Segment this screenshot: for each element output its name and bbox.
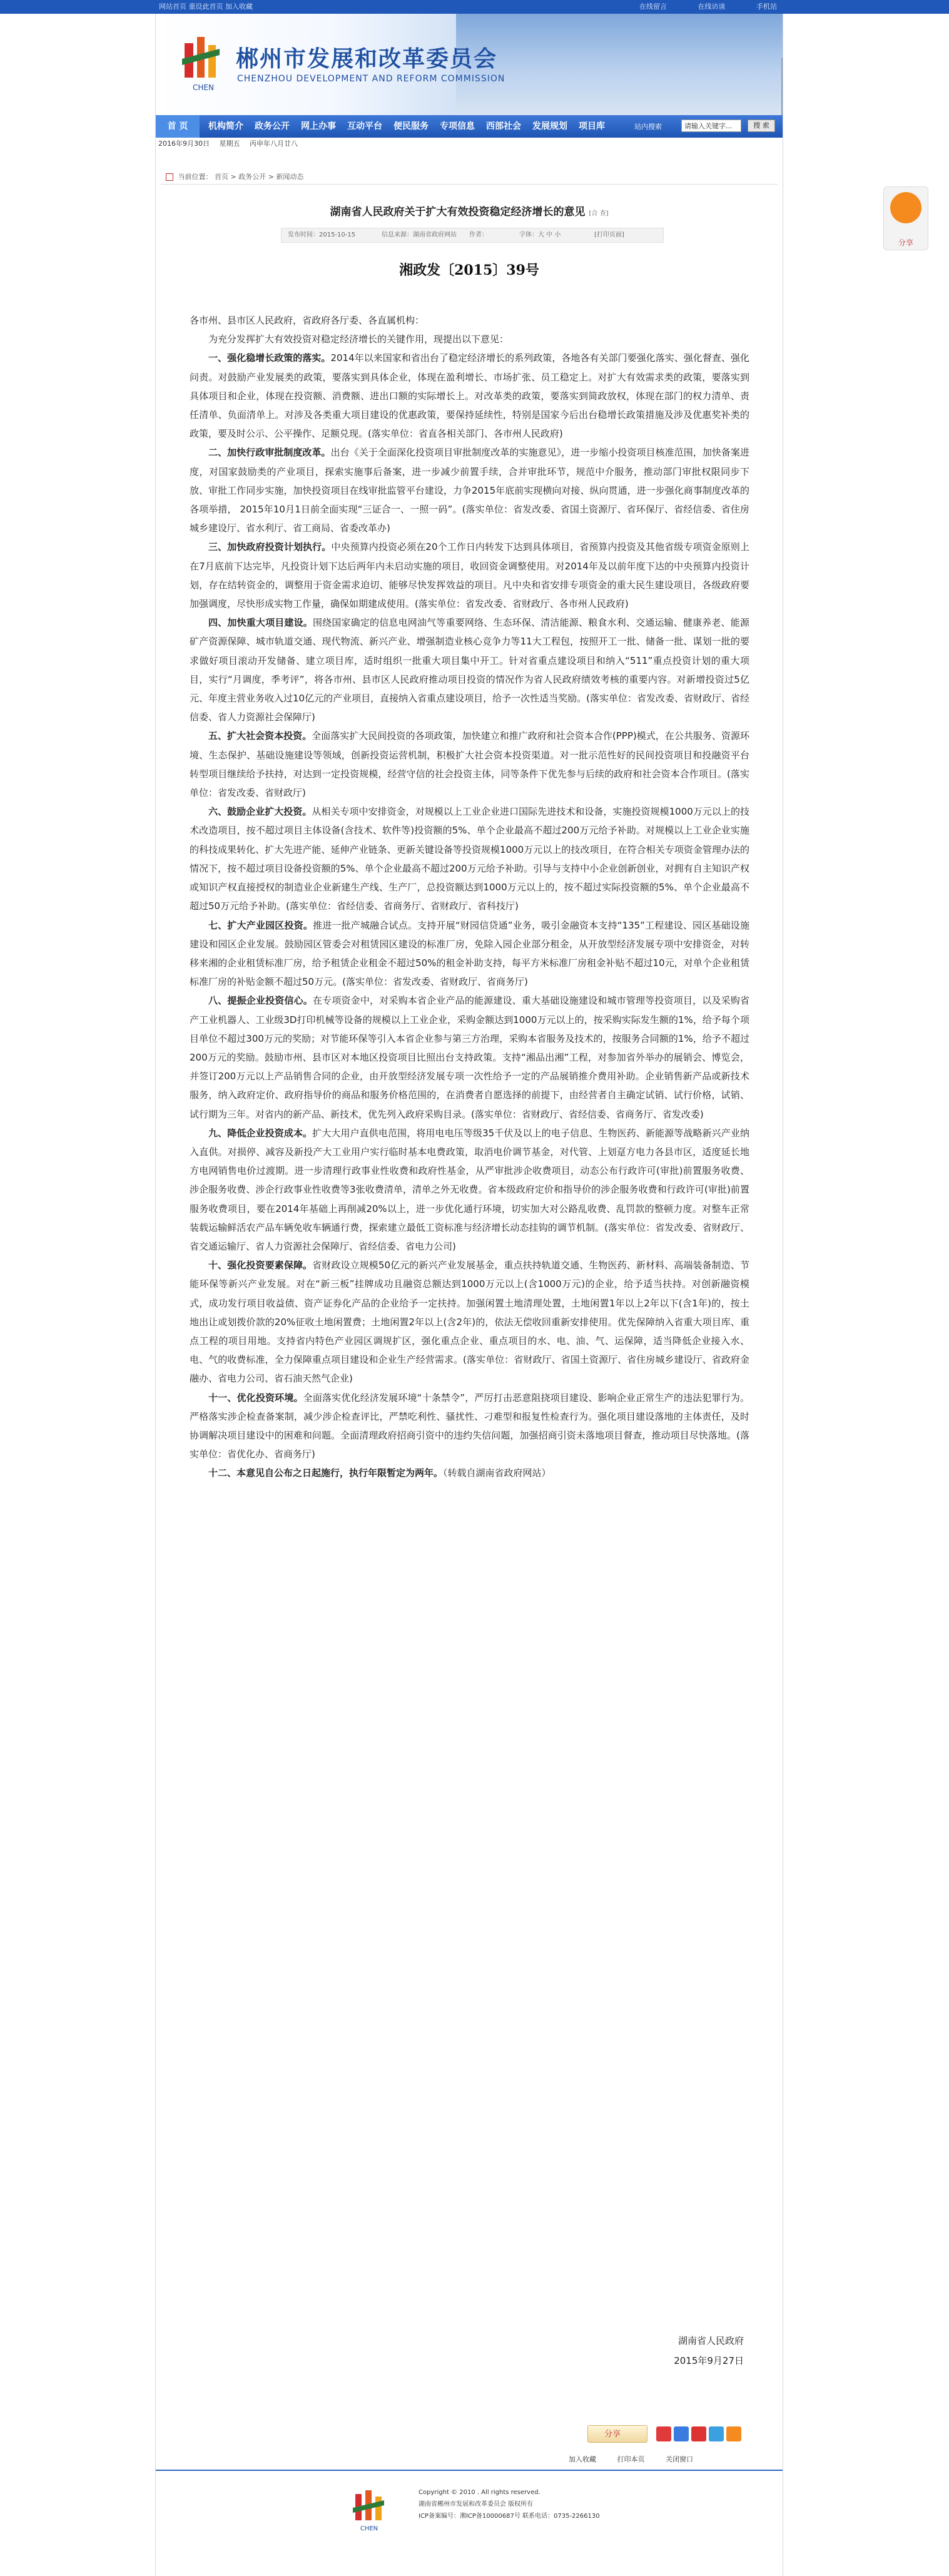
sign-date: 2015年9月27日 [674, 2355, 744, 2366]
section-heading: 十一、优化投资环境。 [208, 1392, 303, 1403]
side-share-label: 分享 [898, 238, 913, 247]
meta-source: 信息来源：湖南省政府网站 [382, 232, 457, 238]
section-heading: 二、加快行政审批制度改革。 [208, 447, 331, 459]
article-section [190, 1256, 749, 1388]
section-text: （转载自湖南省政府网站） [443, 1467, 551, 1479]
lunar-date: 丙申年八月廿八 [250, 140, 298, 148]
top-link-message[interactable]: 在线留言 [639, 3, 667, 11]
section-heading: 四、加快重大项目建设。 [208, 617, 313, 629]
breadcrumb-divider [161, 184, 778, 185]
print-page-link[interactable]: 打印本页 [617, 2455, 645, 2463]
article-section [190, 537, 749, 613]
section-text: 省财政设立规模50亿元的新兴产业发展基金，重点扶持轨道交通、生物医药、新材料、高端装备制造、节能环保等新兴产业发展。对在“新三板”挂牌成功且融资总额达到1000万元以上(含1000万元)的企业，给予适当扶持。对创新融资模式，成功发行项目收益债、资产证券化产品的企业给予一定扶持。加强闲置土地清理处置，土地闲置1年以上2年以下(含1年)的，按土地出让或划拨价款的20%征收土地闲置费；土地闲置2年以上(含2年)的，依法无偿收回重新安排使用。优先保障纳入省重大项目库、重点工程的项目用地。支持省内特色产业园区调规扩区，强化重点企业、重点项目的水、电、油、气、运保障，适当降低企业接入水、电、气的收费标准，全力保障重点项目建设和企业生产经营需求。(落实单位：省财政厅、省国土资源厅、省住房城乡建设厅、省政府金融办、省电力公司、省石油天然气企业) [190, 1260, 749, 1385]
article-section [190, 1124, 749, 1256]
svg-text:CHEN: CHEN [193, 83, 214, 92]
meta-date: 发布时间：2015-10-15 [288, 232, 356, 238]
section-heading: 十、强化投资要素保障。 [208, 1260, 313, 1271]
article-section [190, 916, 749, 992]
site-banner [156, 14, 783, 115]
nav-item-interact[interactable]: 互动平台 [347, 121, 382, 131]
weibo-icon[interactable] [656, 2426, 671, 2441]
location-icon [166, 173, 173, 181]
meta-print-link[interactable]: [打印页面] [594, 232, 624, 238]
article-title: 湖南省人民政府关于扩大有效投资稳定经济增长的意见 [合 查] [330, 206, 609, 218]
intro-paragraph: 为充分发挥扩大有效投资对稳定经济增长的关键作用，现提出以下意见： [208, 333, 509, 345]
top-link-mobile[interactable]: 手机站 [756, 3, 777, 11]
footer-copyright: Copyright © 2010 . All rights reserved. [419, 2489, 540, 2496]
add-favorite-link[interactable]: 加入收藏 [569, 2455, 596, 2463]
nav-item-home[interactable]: 首 页 [156, 115, 200, 138]
nav-item-planning[interactable]: 发展规划 [532, 121, 567, 131]
nav-item-society[interactable]: 西部社会 [486, 121, 521, 131]
page-actions [569, 2454, 756, 2464]
article-title-tag: [合 查] [589, 210, 609, 217]
top-links[interactable]: 网站首页 重设此首页 加入收藏 [159, 3, 253, 11]
svg-text:CHEN: CHEN [360, 2525, 378, 2532]
article-section [190, 443, 749, 537]
section-heading: 八、提振企业投资信心。 [208, 995, 313, 1007]
footer-logo-icon [347, 2485, 397, 2535]
share-button[interactable]: 分享 [587, 2425, 647, 2443]
article-body [190, 311, 749, 1483]
section-text: 从相关专项中安排资金，对规模以上工业企业进口国际先进技术和设备，实施投资规模1000万元以上的技术改造项目，按不超过项目主体设备(含技术、软件等)投资额的5%、单个企业最高不超过200万元给予补助。对规模以上工业企业实施的科技成果转化、扩大先进产能、延伸产业链条、更新关键设备等投资规模1000万元以上的技改项目，在符合相关专项资金管理办法的情况下，按不超过项目设备投资额的5%、单个企业最高不超过200万元给予补助。引导与支持中小企业创新创业，对拥有自主知识产权或知识产权直接授权的制造业企业新建生产线、生产厂，总投资额达到1000万元以上的，按不超过实际投资额的5%、单个企业最高不超过50万元给予补助。(落实单位：省经信委、省商务厅、省财政厅、省科技厅) [190, 806, 749, 912]
footer-divider [156, 2470, 783, 2471]
top-link-interview[interactable]: 在线访谈 [698, 3, 726, 11]
side-share-widget[interactable] [883, 186, 928, 250]
article-section [190, 349, 749, 443]
meta-fontsize[interactable]: 字体：大 中 小 [519, 232, 561, 238]
footer-icp: ICP备案编号：湘ICP备10000687号 联系电话：0735-2266130 [419, 2513, 600, 2520]
share-icon [890, 192, 921, 223]
search-button[interactable]: 搜 索 [748, 120, 775, 132]
nav-item-special[interactable]: 专项信息 [440, 121, 475, 131]
section-text: 全面落实扩大民间投资的各项政策，加快建立和推广政府和社会资本合作(PPP)模式，在公共服务、资源环境、生态保护、基础设施建设等领域，创新投资运营机制，积极扩大社会资本投资渠道。对一批示范性好的民间投资项目和投融资平台转型项目继续给予扶持，对达到一定投资规模，经营守信的社会投资主体，同等条件下优先参与后续的政府和社会资本合作项目。(落实单位：省发改委、省财政厅) [190, 730, 749, 799]
breadcrumb-item-news[interactable]: 新闻动态 [276, 173, 304, 181]
article-meta [281, 228, 664, 243]
section-text: 全面落实优化经济发展环境“十条禁令”，严厉打击恶意阻挠项目建设、影响企业正常生产的违法犯罪行为。严格落实涉企检查备案制，减少涉企检查评比，严禁吃利性、骚扰性、刁难型和报复性检查行为。强化项目建设落地的主体责任，及时协调解决项目建设中的困难和问题。全面清理政府招商引资中的违约失信问题，加强招商引资未落地项目督查，推动项目尽快落地。(落实单位：省优化办、省商务厅) [190, 1392, 750, 1460]
section-heading: 九、降低企业投资成本。 [208, 1127, 313, 1139]
section-text: 在专项资金中，对采购本省企业产品的能源建设、重大基础设施建设和城市管理等投资项目，以及采购省产工业机器人、工业级3D打印机械等设备的规模以上工业企业，采购金额达到1000万元以上的，按采购实际发生额的1%，给予每个项目单位不超过300万元的奖励；对节能环保等引入本省企业参与第三方治理，采购本省服务及技术的，按服务合同额的1%，给予不超过200万元的奖励。鼓励市州、县市区对本地区投资项目比照出台支持政策。支持“湘品出湘”工程，对参加省外举办的展销会、博览会，并签订200万元以上产品销售合同的企业，由开放型经济发展专项一次性给予一定的产品展销推介费用补助。企业销售新产品或新技术服务，纳入政府定价、政府指导价的商品和服务价格范围的，在消费者自愿选择的前提下，由经营者自主确定试销、试行价格，试销、试行期为三年。对省内的新产品、新技术，优先列入政府采购目录。(落实单位：省财政厅、省经信委、省商务厅、省发改委) [190, 995, 749, 1120]
article-section [190, 613, 749, 726]
nav-item-public[interactable]: 政务公开 [255, 121, 290, 131]
site-subtitle: CHENZHOU DEVELOPMENT AND REFORM COMMISSION [237, 74, 505, 84]
breadcrumb-item-home[interactable]: 首页 [215, 173, 228, 181]
page-frame [155, 14, 783, 2576]
close-window-link[interactable]: 关闭窗口 [666, 2455, 693, 2463]
section-text: 出台《关于全面深化投资项目审批制度改革的实施意见》，进一步缩小投资项目核准范围，加快备案进度，对国家鼓励类的产业项目，探索实施事后备案，进一步减少前置手续，合并审批环节，规范中介服务，推动部门审批权限同步下放、审批工作同步实施，加快投资项目在线审批监管平台建设，力争2015年底前实现横向对接、纵向贯通，进一步强化商事制度改革的各项举措， 2015年10月1日前全面实现“三证合一、一照一码”。(落实单位：省发改委、省国土资源厅、省环保厅、省经信委、省住房城乡建设厅、省水利厅、省工商局、省委改革办) [190, 447, 749, 534]
article-section [190, 991, 749, 1123]
article-section [190, 726, 749, 802]
section-heading: 十二、本意见自公布之日起施行，执行年限暂定为两年。 [208, 1467, 444, 1479]
nav-item-projects[interactable]: 项目库 [579, 121, 605, 131]
site-logo-icon [178, 28, 228, 96]
article-section [190, 1388, 749, 1464]
section-heading: 一、强化稳增长政策的落实。 [208, 352, 331, 364]
more-share-icon[interactable] [726, 2426, 741, 2441]
main-nav [156, 115, 783, 138]
salutation: 各市州、县市区人民政府，省政府各厅委、各直属机构： [190, 315, 425, 326]
site-title: 郴州市发展和改革委员会 [236, 46, 498, 72]
search-input[interactable]: 请输入关键字... [681, 120, 741, 132]
qzone-icon[interactable] [674, 2426, 689, 2441]
section-text: 2014年以来国家和省出台了稳定经济增长的系列政策，各地各有关部门要强化落实、强化督查、强化问责。对鼓励产业发展类的政策，要落实到具体企业，体现在盈利增长、市场扩张、员工稳定上。对扩大有效需求类的政策，要落实到具体项目和企业，体现在投资额、消费额、进出口额的实际增长上。对改革类的政策，要落实到简政放权，体现在部门的权力清单、责任清单、负面清单上。对涉及各类重大项目建设的优惠政策，要保持延续性，特别是国家今后出台稳增长政策措施及涉及优惠奖补类的政策，要及时公示、公平操作、足额兑现。(落实单位：省直各相关部门、各市州人民政府) [190, 352, 749, 440]
city-skyline-image [456, 14, 783, 115]
breadcrumb-item-public[interactable]: 政务公开 [238, 173, 266, 181]
section-text: 围绕国家确定的信息电网油气等重要网络、生态环保、清洁能源、粮食水利、交通运输、健康养老、能源矿产资源保障、城市轨道交通、现代物流、新兴产业、增强制造业核心竞争力等11大工程包，按照开工一批、储备一批、谋划一批的要求做好项目滚动开发储备、建立项目库，适时组织一批重大项目集中开工。针对省重点建设项目和纳入“511”重点投资计划的重大项目，实行“月调度，季考评”，将各市州、县市区人民政府推动项目投资的情况作为省人民政府绩效考核的重要内容。对新增投资过5亿元、年度主营业务收入过10亿元的产业项目，直接纳入省重点建设项目，给予一次性适当奖励。(落实单位：省发改委、省财政厅、省经信委、省人力资源社会保障厅) [190, 617, 749, 723]
article-section [190, 802, 749, 915]
breadcrumb: 当前位置： 首页 > 政务公开 > 新闻动态 [161, 170, 778, 184]
section-text: 扩大大用户直供电范围，将用电电压等级35千伏及以上的电子信息、生物医药、新能源等战略新兴产业纳入直供。对损停、减容及新投产大工业用户实行临时基本电费政策，取消电价调节基金，对代管、上划趸方电力各县市区，适度延长地方电网销售电价过渡期。进一步清理行政事业性收费和政府性基金，从严审批涉企收费项目，动态公布行政许可(审批)前置服务收费、涉企服务收费、涉企行政事业性收费等3张收费清单，清单之外无收费。省本级政府定价和指导价的涉企服务收费和行政许可(审批)前置服务收费项目，要在2014年基础上再削减20%以上，进一步优化通行环境，切实加大对公路乱收费、乱罚款的整顿力度。对整车正常装载运输鲜活农产品车辆免收车辆通行费，探索建立最低工资标准与经济增长动态挂钩的调节机制。(落实单位：省发改委、省财政厅、省交通运输厅、省人力资源社会保障厅、省经信委、省电力公司) [190, 1127, 749, 1252]
section-heading: 七、扩大产业园区投资。 [208, 919, 313, 931]
section-heading: 六、鼓励企业扩大投资。 [208, 806, 312, 818]
section-text: 推进一批产城融合试点。支持开展“财园信贷通”业务，吸引金融资本支持“135”工程建设、园区基础设施建设和园区企业发展。鼓励园区管委会对租赁园区建设的标准厂房，免除入园企业部分租金，从开放型经济发展专项中安排资金，对转移来湘的企业租赁标准厂房，给予租赁企业租金不超过50%的租金补助支持，每平方米标准厂房租金补贴不超过10元，对单个企业租赁标准厂房的补贴金额不超过50万元。(落实单位：省发改委、省财政厅、省商务厅) [190, 919, 749, 988]
signature: 湖南省人民政府 [677, 2335, 744, 2346]
section-text: 中央预算内投资必须在20个工作日内转发下达到具体项目，省预算内投资及其他省级专项资金原则上在7月底前下达完毕，凡投资计划下达后两年内未启动实施的项目，收回资金调整使用。对2014年及以前年度下达的中央预算内投资计划，存在结转资金的，调整用于资金需求迫切、能够尽快发挥效益的项目。凡中央和省安排专项资金的重大民生建设项目，各级政府要加强调度，尽快形成实物工作量，确保如期建成使用。(落实单位：省发改委、省财政厅、各市州人民政府) [190, 541, 749, 610]
article-section [190, 1464, 749, 1482]
top-bar [0, 0, 949, 14]
document-number: 湘政发〔2015〕39号 [399, 262, 539, 278]
tencent-weibo-icon[interactable] [709, 2426, 724, 2441]
section-heading: 五、扩大社会资本投资。 [208, 730, 312, 742]
footer-text [419, 2487, 600, 2522]
nav-item-online[interactable]: 网上办事 [301, 121, 336, 131]
nav-item-about[interactable]: 机构简介 [208, 121, 243, 131]
current-weekday: 星期五 [219, 140, 240, 148]
meta-author: 作者： [469, 232, 488, 238]
section-heading: 三、加快政府投资计划执行。 [208, 541, 332, 553]
renren-icon[interactable] [691, 2426, 706, 2441]
footer-owner: 湖南省郴州市发展和改革委员会 版权所有 [419, 2501, 534, 2508]
nav-item-service[interactable]: 便民服务 [393, 121, 429, 131]
current-date: 2016年9月30日 [158, 140, 210, 148]
date-bar [156, 138, 783, 150]
search-label: 站内搜索 [634, 123, 662, 131]
share-toolbar [587, 2424, 750, 2445]
breadcrumb-prefix: 当前位置： [178, 173, 213, 181]
